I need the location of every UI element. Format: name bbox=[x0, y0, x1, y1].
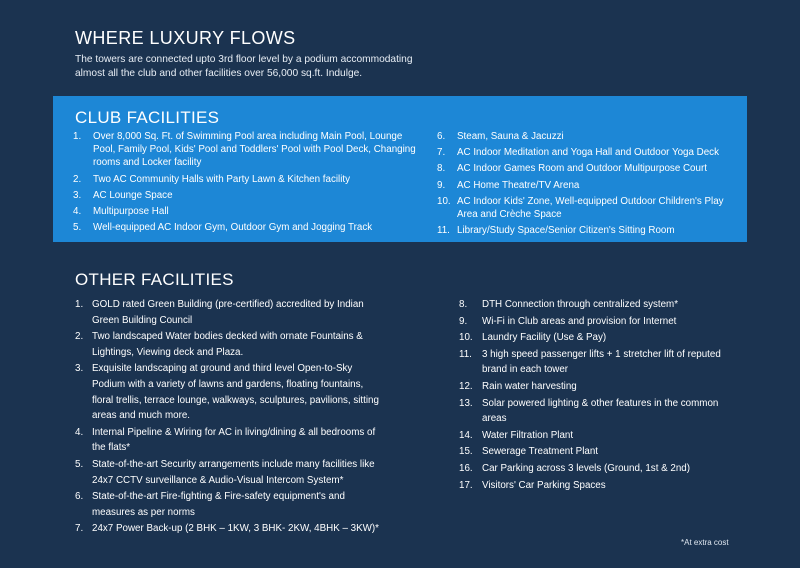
item-number: 3. bbox=[73, 189, 82, 201]
item-number: 1. bbox=[73, 131, 82, 142]
item-number: 8. bbox=[437, 163, 446, 175]
item-text: Laundry Facility (Use & Pay) bbox=[482, 332, 607, 344]
club-facility-list bbox=[73, 130, 423, 234]
other-facility-item bbox=[459, 478, 739, 494]
item-number: 4. bbox=[73, 206, 82, 218]
other-facility-item bbox=[459, 461, 739, 477]
item-number: 4. bbox=[75, 426, 84, 438]
item-text: Exquisite landscaping at ground and third level Open-to-Sky Podium with a variety of lawns and gardens, floating fountains, floral trellis, terrace lounge, walkways, sculptures, pavilions, sitting areas and much more. bbox=[92, 363, 379, 422]
item-text: Visitors' Car Parking Spaces bbox=[482, 479, 606, 491]
club-facility-item bbox=[73, 173, 423, 186]
other-list-left bbox=[75, 297, 385, 538]
item-number: 7. bbox=[437, 147, 446, 159]
other-facility-item bbox=[75, 521, 385, 537]
other-facility-item bbox=[459, 330, 739, 346]
item-text: AC Home Theatre/TV Arena bbox=[457, 179, 580, 191]
item-number: 7. bbox=[75, 523, 84, 535]
item-text: Solar powered lighting & other features in the common areas bbox=[482, 397, 719, 425]
other-facility-list bbox=[459, 297, 739, 493]
club-list-right bbox=[437, 130, 737, 240]
item-text: AC Indoor Meditation and Yoga Hall and Outdoor Yoga Deck bbox=[457, 147, 719, 159]
item-text: AC Lounge Space bbox=[93, 189, 173, 201]
club-facility-item bbox=[437, 195, 737, 221]
item-text: Library/Study Space/Senior Citizen's Sitting Room bbox=[457, 225, 675, 237]
other-facility-item bbox=[459, 379, 739, 395]
intro-section bbox=[75, 28, 435, 81]
item-text: AC Indoor Games Room and Outdoor Multipurpose Court bbox=[457, 163, 707, 175]
item-text: Two AC Community Halls with Party Lawn & Kitchen facility bbox=[93, 173, 350, 185]
item-number: 6. bbox=[75, 491, 84, 503]
item-text: Multipurpose Hall bbox=[93, 206, 169, 218]
item-text: Over 8,000 Sq. Ft. of Swimming Pool area including Main Pool, Lounge Pool, Family Pool, Kids' Pool and Toddlers' Pool with Pool Deck, Changing rooms and Locker facility bbox=[93, 131, 416, 169]
item-text: Rain water harvesting bbox=[482, 380, 577, 392]
club-facilities-panel bbox=[53, 96, 747, 242]
item-text: Car Parking across 3 levels (Ground, 1st & 2nd) bbox=[482, 462, 691, 474]
club-facility-list bbox=[437, 130, 737, 237]
page-title: WHERE LUXURY FLOWS bbox=[75, 28, 296, 48]
other-facility-item bbox=[75, 329, 385, 360]
item-text: Two landscaped Water bodies decked with ornate Fountains & Lightings, Viewing deck and Plaza. bbox=[92, 331, 363, 358]
item-number: 14. bbox=[459, 429, 473, 441]
club-facility-item bbox=[437, 146, 737, 159]
item-number: 5. bbox=[75, 458, 84, 470]
club-facility-item bbox=[437, 224, 737, 237]
item-number: 2. bbox=[73, 173, 82, 185]
item-number: 10. bbox=[459, 332, 473, 344]
item-number: 6. bbox=[437, 131, 446, 142]
other-facility-item bbox=[75, 297, 385, 328]
item-number: 16. bbox=[459, 462, 473, 474]
other-facility-item bbox=[459, 297, 739, 313]
item-text: GOLD rated Green Building (pre-certified) accredited by Indian Green Building Council bbox=[92, 299, 364, 326]
item-number: 15. bbox=[459, 446, 473, 458]
item-text: Internal Pipeline & Wiring for AC in living/dining & all bedrooms of the flats* bbox=[92, 426, 376, 454]
club-facility-item bbox=[73, 130, 423, 170]
item-number: 2. bbox=[75, 331, 84, 343]
intro-text: The towers are connected upto 3rd floor level by a podium accommodating almost all the club and other facilities over 56,000 sq.ft. Indulge. bbox=[75, 54, 413, 79]
item-text: State-of-the-art Fire-fighting & Fire-safety equipment's and measures as per norms bbox=[92, 491, 345, 518]
item-number: 3. bbox=[75, 363, 84, 375]
item-number: 12. bbox=[459, 380, 473, 392]
club-facility-item bbox=[73, 205, 423, 218]
item-number: 1. bbox=[75, 299, 84, 310]
item-text: Well-equipped AC Indoor Gym, Outdoor Gym and Jogging Track bbox=[93, 222, 373, 234]
item-number: 10. bbox=[437, 195, 451, 207]
other-list-right bbox=[459, 297, 739, 494]
item-number: 5. bbox=[73, 222, 82, 234]
other-facility-item bbox=[75, 361, 385, 423]
other-facility-item bbox=[459, 444, 739, 460]
other-facilities-title: OTHER FACILITIES bbox=[75, 270, 234, 289]
club-facility-item bbox=[437, 130, 737, 143]
other-facility-item bbox=[75, 425, 385, 456]
footnote: *At extra cost bbox=[681, 538, 729, 547]
item-number: 9. bbox=[437, 179, 446, 191]
item-text: Water Filtration Plant bbox=[482, 429, 574, 441]
other-facility-item bbox=[75, 489, 385, 520]
item-text: 24x7 Power Back-up (2 BHK – 1KW, 3 BHK- 2KW, 4BHK – 3KW)* bbox=[92, 523, 379, 535]
item-text: State-of-the-art Security arrangements include many facilities like 24x7 CCTV surveillance & Audio-Visual Intercom System* bbox=[92, 458, 375, 486]
other-facility-list bbox=[75, 297, 385, 537]
club-facility-item bbox=[437, 179, 737, 192]
club-facilities-title: CLUB FACILITIES bbox=[75, 108, 220, 127]
other-facility-item bbox=[459, 396, 739, 427]
item-number: 9. bbox=[459, 315, 468, 327]
club-facility-item bbox=[73, 189, 423, 202]
club-list-left bbox=[73, 130, 423, 237]
item-text: Sewerage Treatment Plant bbox=[482, 446, 598, 458]
other-facility-item bbox=[459, 347, 739, 378]
item-text: Steam, Sauna & Jacuzzi bbox=[457, 131, 564, 142]
other-facility-item bbox=[459, 314, 739, 330]
item-text: AC Indoor Kids' Zone, Well-equipped Outdoor Children's Play Area and Crèche Space bbox=[457, 195, 724, 221]
item-number: 17. bbox=[459, 479, 473, 491]
item-number: 11. bbox=[459, 348, 472, 360]
club-facility-item bbox=[437, 162, 737, 175]
item-text: DTH Connection through centralized system* bbox=[482, 299, 679, 310]
other-facility-item bbox=[459, 428, 739, 444]
other-facility-item bbox=[75, 457, 385, 488]
club-facility-item bbox=[73, 221, 423, 234]
item-text: 3 high speed passenger lifts + 1 stretcher lift of reputed brand in each tower bbox=[482, 348, 721, 376]
item-number: 8. bbox=[459, 299, 468, 310]
item-number: 11. bbox=[437, 225, 450, 237]
item-text: Wi-Fi in Club areas and provision for Internet bbox=[482, 315, 677, 327]
item-number: 13. bbox=[459, 397, 473, 409]
